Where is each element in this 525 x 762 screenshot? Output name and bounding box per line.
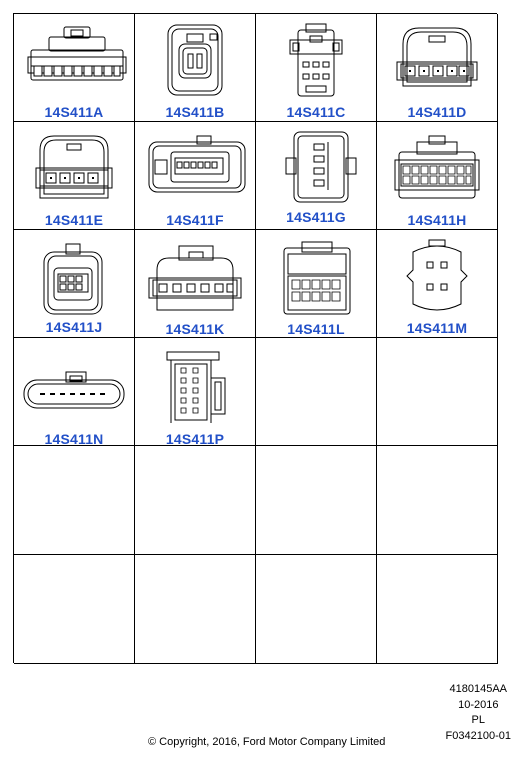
part-number: 14S411D (407, 104, 467, 120)
connector-c-icon (256, 14, 376, 99)
part-cell[interactable] (377, 14, 498, 122)
part-cell[interactable] (377, 122, 498, 230)
part-number: 14S411N (44, 431, 104, 447)
part-number: 14S411L (287, 321, 345, 337)
connector-a-icon (14, 14, 134, 99)
empty-cell (14, 446, 135, 555)
language-code: PL (471, 714, 485, 726)
part-cell[interactable] (256, 14, 377, 122)
empty-cell (256, 555, 377, 664)
part-number: 14S411P (165, 431, 225, 447)
empty-cell (377, 446, 498, 555)
part-number: 14S411J (45, 319, 103, 335)
connector-l-icon (256, 230, 376, 315)
empty-cell (135, 555, 256, 664)
part-number: 14S411H (407, 212, 467, 228)
connector-m-icon (377, 230, 497, 315)
part-cell[interactable] (377, 230, 498, 338)
connector-g-icon (256, 122, 376, 207)
part-number: 14S411E (44, 212, 104, 228)
figure-number: F0342100-01 (445, 729, 511, 742)
part-number: 14S411M (406, 320, 468, 336)
document-reference (446, 682, 511, 744)
empty-cell (135, 446, 256, 555)
part-number: 14S411K (165, 321, 225, 337)
connector-d-icon (377, 14, 497, 99)
connector-f-icon (135, 122, 255, 207)
empty-cell (256, 446, 377, 555)
empty-cell (14, 555, 135, 664)
revision-date: 10-2016 (458, 698, 499, 711)
connector-j-icon (14, 230, 134, 315)
part-number: 14S411F (166, 212, 224, 228)
connector-p-icon (135, 338, 255, 423)
part-cell[interactable] (14, 122, 135, 230)
part-cell[interactable] (135, 14, 256, 122)
part-cell[interactable] (256, 230, 377, 338)
part-cell[interactable] (135, 230, 256, 338)
copyright-notice: © Copyright, 2016, Ford Motor Company Limited (148, 736, 386, 748)
part-cell[interactable] (135, 338, 256, 446)
empty-cell (256, 338, 377, 446)
part-number: 14S411G (286, 209, 346, 225)
part-cell[interactable] (14, 338, 135, 446)
reference-number: 4180145AA (449, 683, 508, 695)
connector-h-icon (377, 122, 497, 207)
connector-k-icon (135, 230, 255, 315)
connector-b-icon (135, 14, 255, 99)
empty-cell (377, 338, 498, 446)
part-number: 14S411A (44, 104, 104, 120)
connector-e-icon (14, 122, 134, 207)
empty-cell (377, 555, 498, 664)
part-cell[interactable] (14, 14, 135, 122)
part-cell[interactable] (14, 230, 135, 338)
part-cell[interactable] (256, 122, 377, 230)
parts-grid (13, 13, 497, 663)
connector-n-icon (14, 338, 134, 423)
part-cell[interactable] (135, 122, 256, 230)
part-number: 14S411B (165, 104, 225, 120)
part-number: 14S411C (286, 104, 346, 120)
